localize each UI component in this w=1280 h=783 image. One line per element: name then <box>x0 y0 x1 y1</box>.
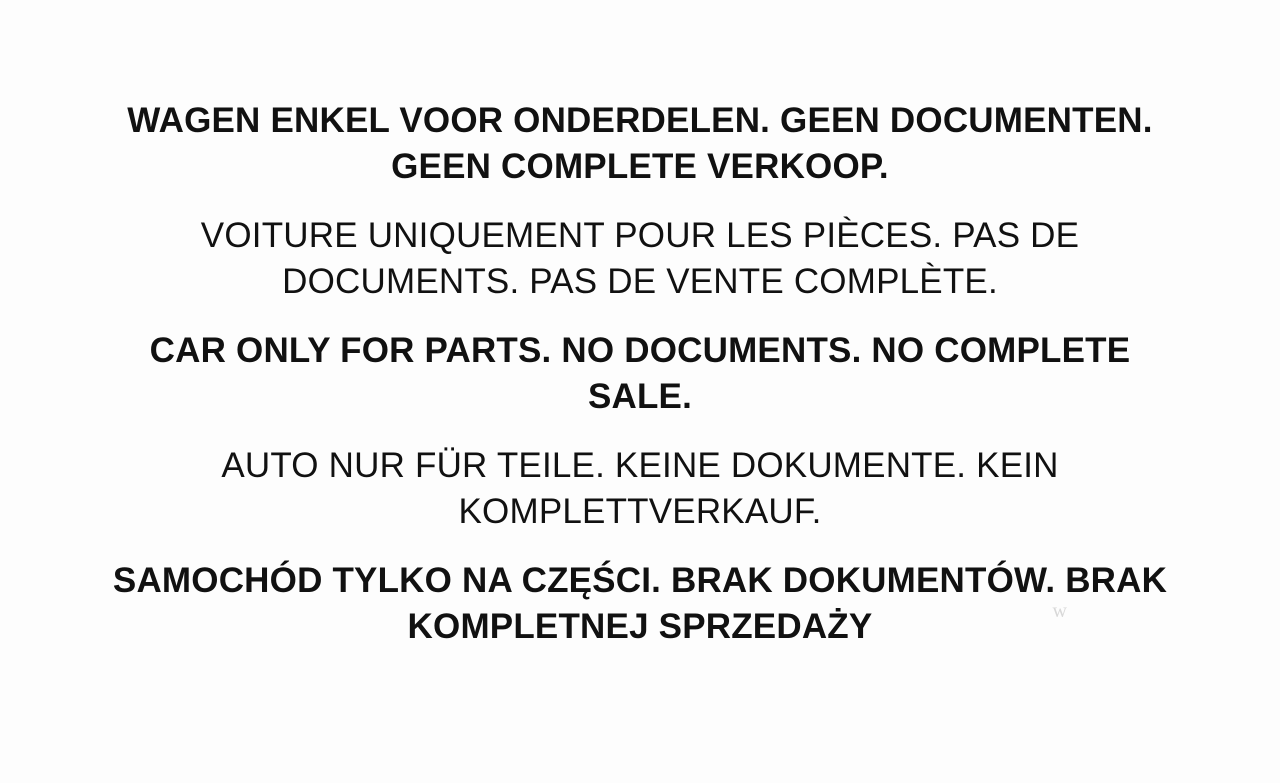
notice-text-english: CAR ONLY FOR PARTS. NO DOCUMENTS. NO COMPLETE SALE. <box>149 331 1131 416</box>
notice-text-dutch: WAGEN ENKEL VOOR ONDERDELEN. GEEN DOCUMENTEN. GEEN COMPLETE VERKOOP. <box>127 101 1153 186</box>
notice-text-german: AUTO NUR FÜR TEILE. KEINE DOKUMENTE. KEIN KOMPLETTVERKAUF. <box>221 446 1059 531</box>
watermark-text: w <box>1052 600 1068 622</box>
notice-text-polish: SAMOCHÓD TYLKO NA CZĘŚCI. BRAK DOKUMENTÓW. BRAK KOMPLETNEJ SPRZEDAŻY <box>112 561 1168 646</box>
notice-text-french: VOITURE UNIQUEMENT POUR LES PIÈCES. PAS DE DOCUMENTS. PAS DE VENTE COMPLÈTE. <box>200 216 1080 301</box>
